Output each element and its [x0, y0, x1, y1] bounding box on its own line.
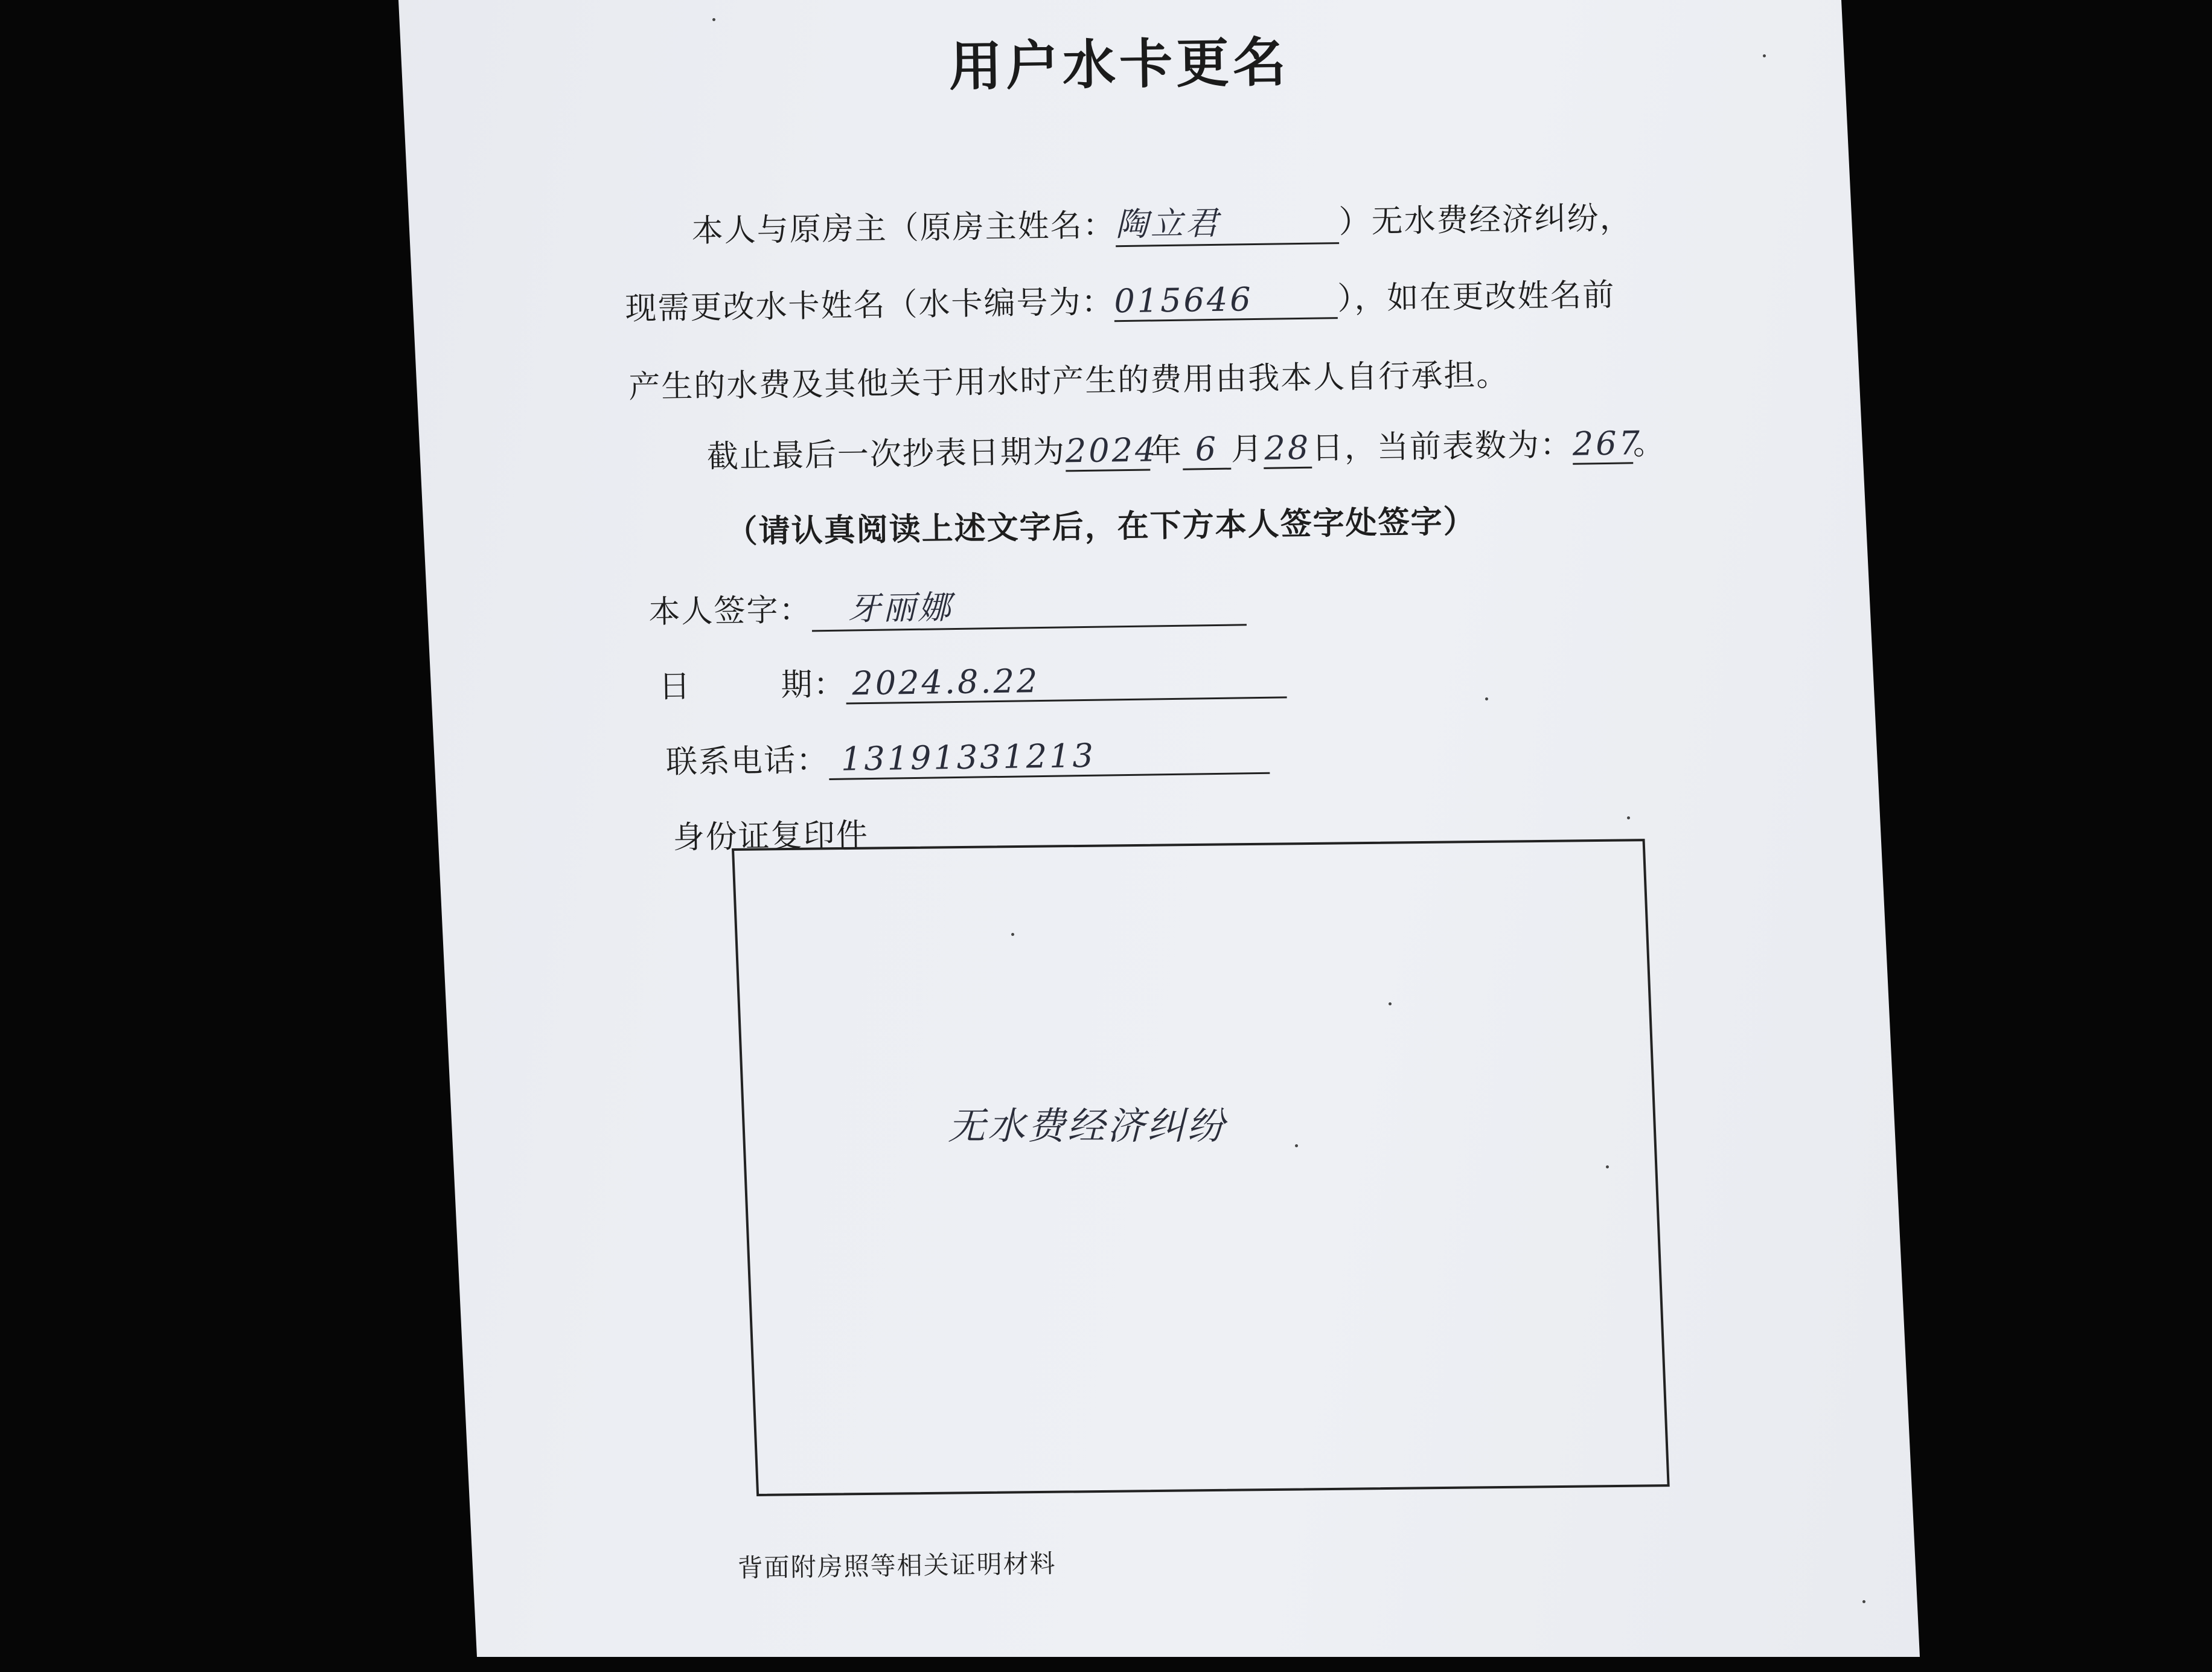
- paper-speck: [1011, 933, 1014, 936]
- card-number-field: 015646: [1114, 279, 1338, 322]
- paper-speck: [1627, 816, 1630, 819]
- paragraph-line-1: [691, 191, 1632, 253]
- signature-label: 本人签字：: [648, 592, 812, 631]
- meter-reading-line: [706, 418, 1666, 477]
- month-label: 月: [1230, 431, 1264, 468]
- year-label: 年: [1149, 432, 1183, 469]
- id-copy-label: 身份证复印件: [673, 817, 869, 856]
- phone-row: [665, 728, 1270, 783]
- meter-value-field: 267: [1572, 424, 1633, 464]
- document-title: 用户水卡更名: [948, 31, 1290, 98]
- date-field: 2024.8.22: [846, 658, 1287, 704]
- date-label: 日 期：: [658, 666, 846, 705]
- para2-suffix: ），如在更改姓名前: [1337, 277, 1616, 318]
- para1-suffix: ）无水费经济纠纷，: [1338, 200, 1633, 241]
- paragraph-line-2: [625, 269, 1616, 329]
- signature-field: 牙丽娜: [811, 577, 1247, 632]
- paper-speck: [1862, 1600, 1865, 1603]
- reading-month-field: 6: [1182, 430, 1231, 470]
- reading-end: 。: [1632, 425, 1666, 463]
- reading-year-field: 2024: [1065, 431, 1150, 472]
- paper-speck: [1389, 1002, 1392, 1005]
- reading-prefix: 截止最后一次抄表日期为: [706, 434, 1066, 475]
- paragraph-line-3: 产生的水费及其他关于用水时产生的费用由我本人自行承担。: [628, 357, 1509, 406]
- reading-day-field: 28: [1263, 429, 1312, 469]
- para1-prefix: 本人与原房主（原房主姓名：: [691, 207, 1116, 250]
- day-label: 日，当前表数为：: [1311, 426, 1573, 467]
- paper-speck: [1763, 54, 1766, 57]
- paper-speck: [712, 18, 715, 21]
- signature-row: [648, 577, 1247, 634]
- paper-speck: [1295, 1144, 1298, 1147]
- id-copy-box: [732, 839, 1670, 1496]
- para2-prefix: 现需更改水卡姓名（水卡编号为：: [625, 284, 1114, 327]
- instruction-note: （请认真阅读上述文字后，在下方本人签字处签字）: [726, 503, 1477, 551]
- date-row: [659, 652, 1287, 707]
- paper-speck: [1485, 697, 1488, 700]
- paper-speck: [1606, 1165, 1609, 1168]
- owner-name-field: 陶立君: [1115, 196, 1339, 247]
- footer-note: 背面附房照等相关证明材料: [737, 1548, 1056, 1583]
- phone-label: 联系电话：: [665, 742, 830, 781]
- id-box-handwriting: 无水费经济纠纷: [948, 1104, 1227, 1148]
- phone-field: 13191331213: [829, 734, 1270, 780]
